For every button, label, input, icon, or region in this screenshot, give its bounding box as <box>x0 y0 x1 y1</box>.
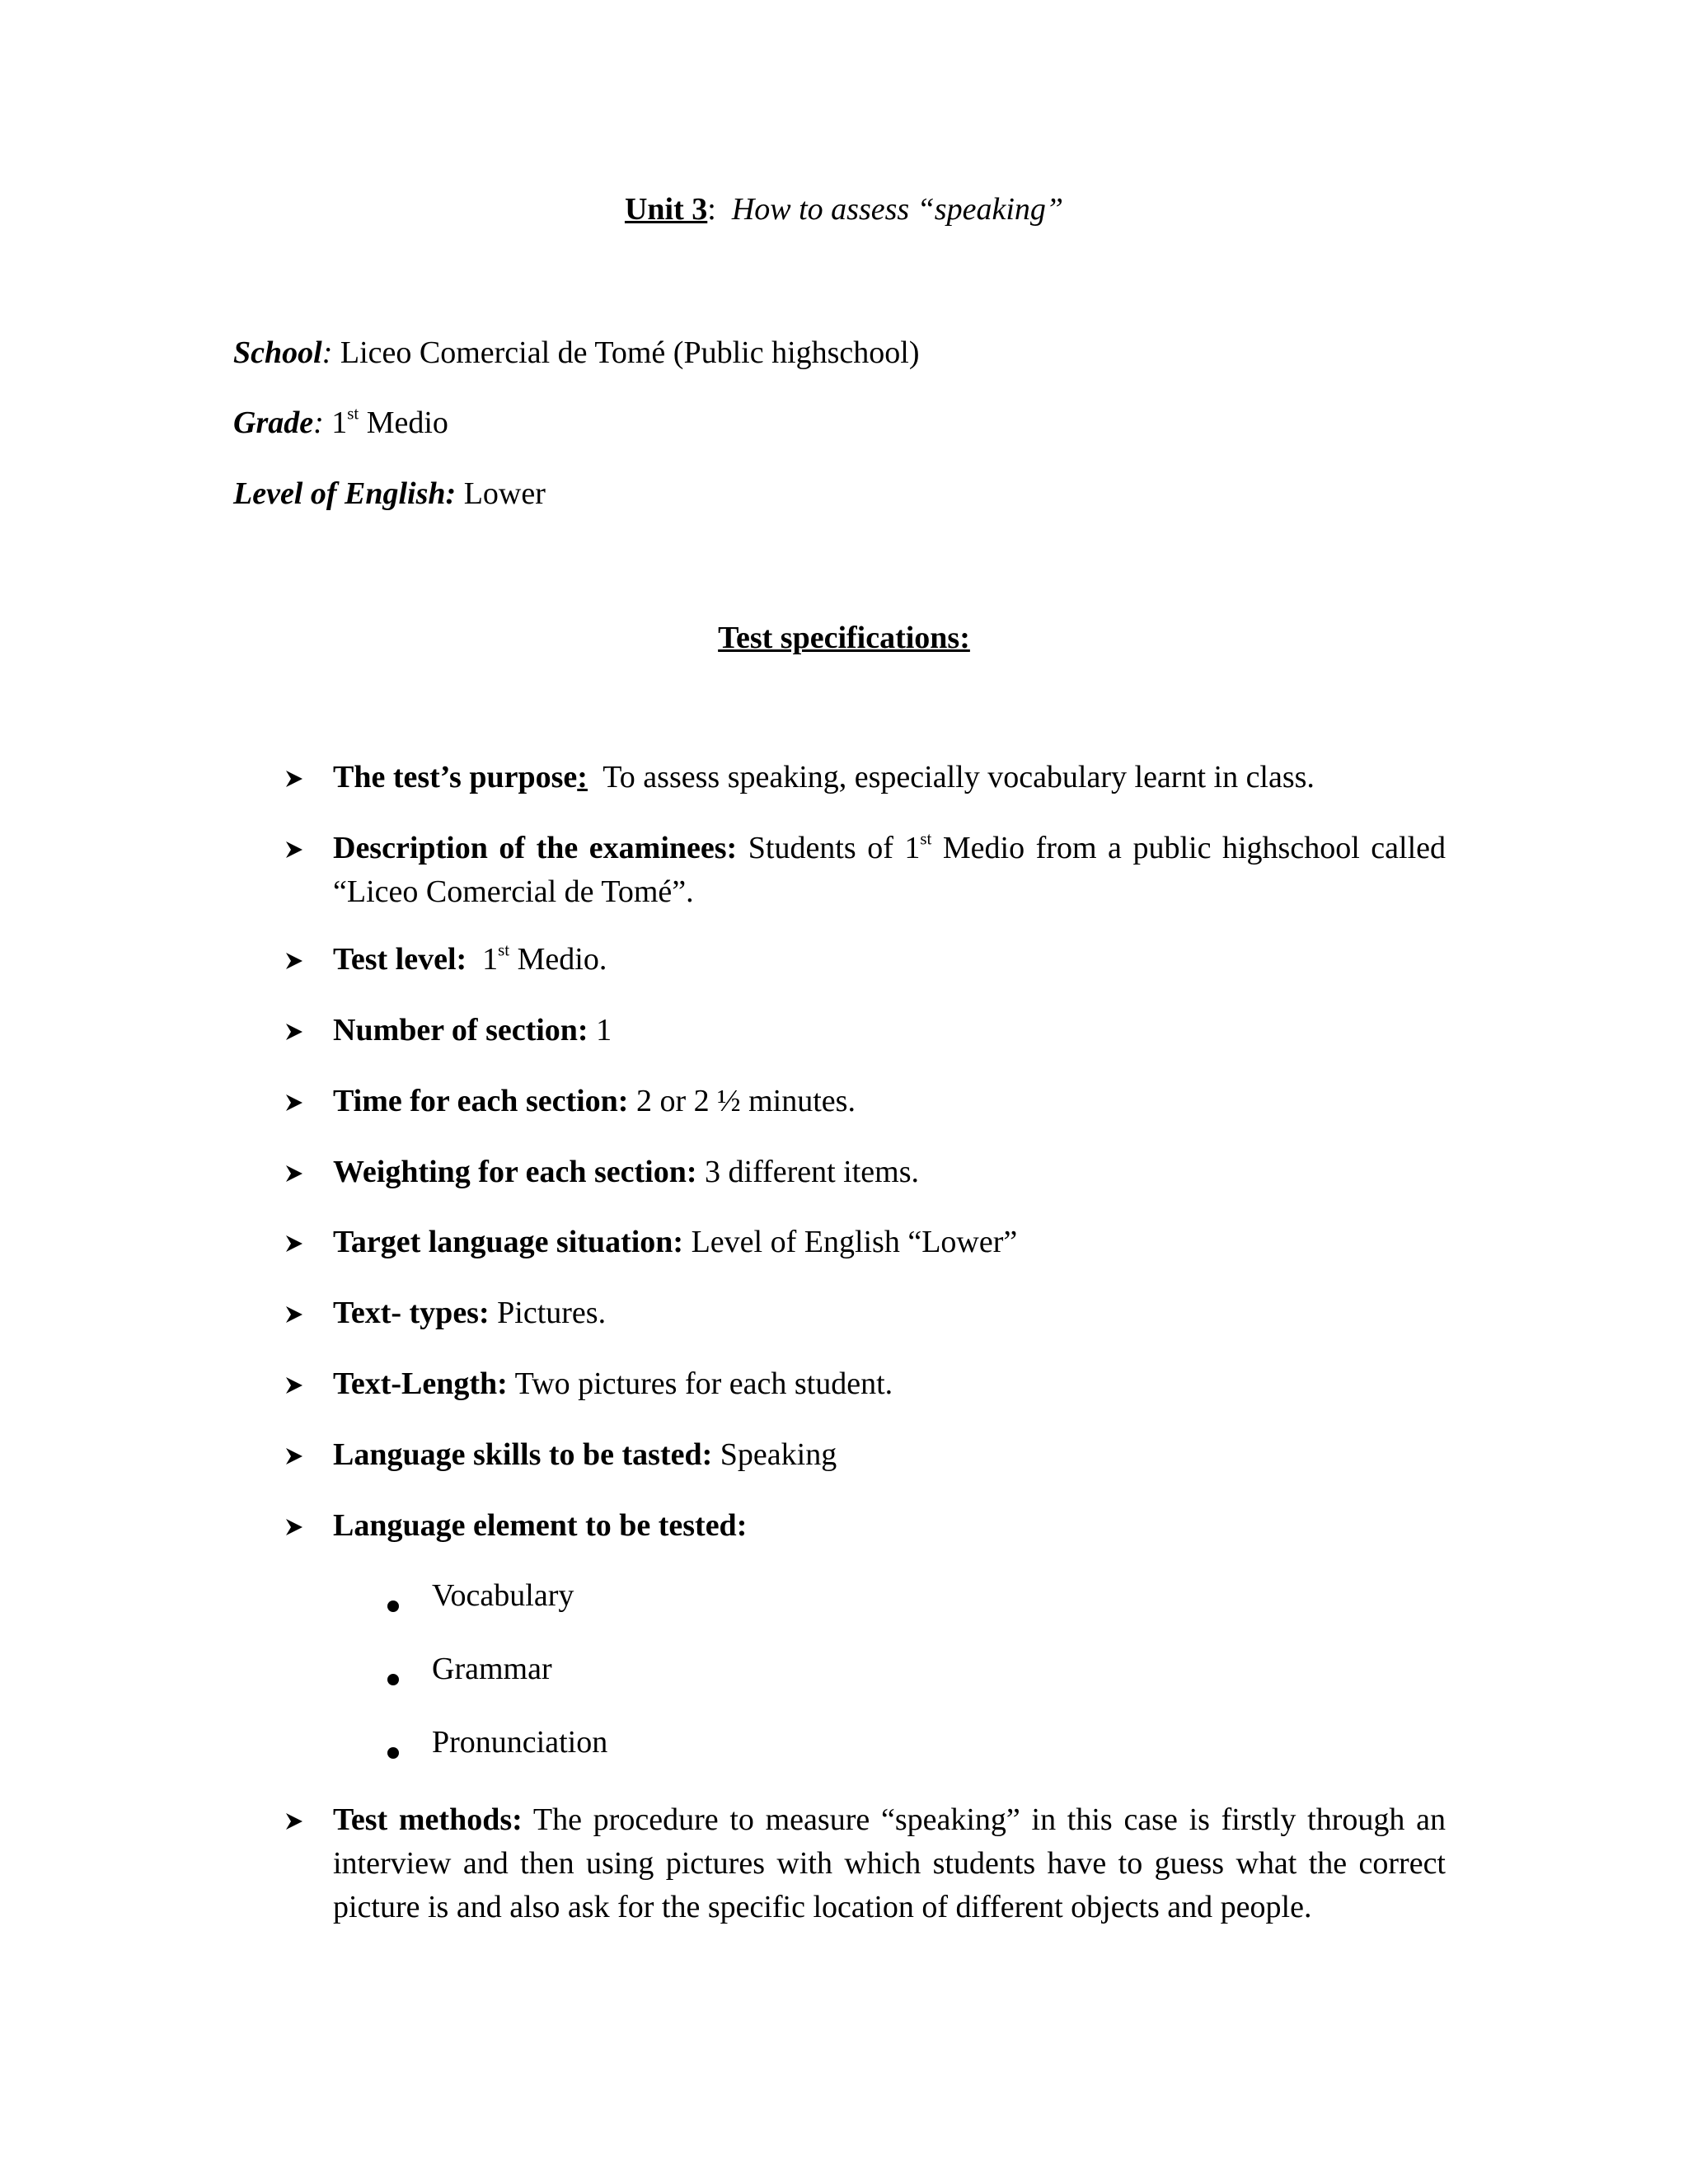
round-bullet-icon <box>387 1674 399 1685</box>
arrow-bullet-icon <box>284 1164 304 1183</box>
item-text-types <box>333 1291 1446 1335</box>
grade-value: Medio <box>366 405 448 440</box>
grade-colon: : <box>313 405 324 440</box>
arrow-bullet-icon <box>284 769 304 789</box>
round-bullet-icon <box>387 1601 399 1612</box>
arrow-bullet-icon <box>284 1234 304 1254</box>
item-number-of-section <box>333 1009 1446 1052</box>
arrow-bullet-icon <box>284 1517 304 1537</box>
grade-line <box>233 405 448 441</box>
weighting-value: 3 different items. <box>705 1155 919 1189</box>
element-item: Vocabulary <box>432 1578 574 1613</box>
test-level-label: Test level: <box>333 942 467 977</box>
examinees-value-pre: Students of 1 <box>748 831 921 865</box>
round-bullet-icon <box>387 1747 399 1759</box>
types-label: Text- types: <box>333 1296 490 1330</box>
element-label: Language element to be tested: <box>333 1508 748 1543</box>
arrow-bullet-icon <box>284 1305 304 1324</box>
examinees-value-post: Medio from a public highschool called “Liceo Comercial de Tomé”. <box>333 831 1447 909</box>
methods-label: Test methods: <box>333 1802 523 1837</box>
section-heading: Test specifications: <box>718 621 970 655</box>
weighting-label: Weighting for each section: <box>333 1155 697 1189</box>
grade-number: 1 <box>331 405 348 440</box>
test-level-sup: st <box>498 940 510 960</box>
level-line <box>233 476 546 512</box>
methods-value: The procedure to measure “speaking” in this case is firstly through an interview and then using pictures with which students have to guess what the correct picture is and also ask for the specific location of different objects and people. <box>333 1802 1446 1924</box>
skills-label: Language skills to be tasted: <box>333 1437 713 1472</box>
arrow-bullet-icon <box>284 1376 304 1395</box>
item-examinees <box>333 827 1446 914</box>
purpose-value: To assess speaking, especially vocabulary learnt in class. <box>603 760 1315 794</box>
item-test-level <box>333 938 1446 982</box>
examinees-label: Description of the examinees: <box>333 831 738 865</box>
arrow-bullet-icon <box>284 1811 304 1831</box>
item-time <box>333 1080 1446 1123</box>
time-label: Time for each section: <box>333 1084 629 1118</box>
purpose-colon: : <box>577 760 588 794</box>
types-value: Pictures. <box>497 1296 607 1330</box>
item-text-length <box>333 1362 1446 1406</box>
item-language-element <box>333 1504 1446 1548</box>
arrow-bullet-icon <box>284 840 304 860</box>
school-value: Liceo Comercial de Tomé (Public highschool) <box>340 335 920 370</box>
school-colon: : <box>321 335 333 370</box>
element-item: Pronunciation <box>432 1725 608 1760</box>
unit-subtitle: How to assess “speaking” <box>731 192 1064 227</box>
arrow-bullet-icon <box>284 1093 304 1113</box>
purpose-label: The test’s purpose <box>333 760 578 794</box>
page-title <box>0 191 1688 227</box>
sections-value: 1 <box>596 1013 612 1047</box>
target-label: Target language situation: <box>333 1225 684 1259</box>
item-language-skills <box>333 1433 1446 1477</box>
examinees-sup: st <box>920 828 932 849</box>
unit-label: Unit 3 <box>624 192 708 227</box>
length-value: Two pictures for each student. <box>514 1366 893 1401</box>
school-line <box>233 335 920 371</box>
arrow-bullet-icon <box>284 1446 304 1466</box>
item-purpose <box>333 756 1446 799</box>
sections-label: Number of section: <box>333 1013 588 1047</box>
level-value: Lower <box>463 476 546 511</box>
target-value: Level of English “Lower” <box>691 1225 1018 1259</box>
time-value: 2 or 2 ½ minutes. <box>635 1084 856 1118</box>
arrow-bullet-icon <box>284 951 304 971</box>
school-label: School <box>233 335 322 370</box>
skills-value: Speaking <box>720 1437 837 1472</box>
test-level-number: 1 <box>482 942 499 977</box>
item-target-language <box>333 1221 1446 1264</box>
title-separator: : <box>707 192 716 227</box>
arrow-bullet-icon <box>284 1022 304 1042</box>
test-level-value: Medio. <box>517 942 607 977</box>
grade-label: Grade <box>233 405 314 440</box>
item-test-methods <box>333 1798 1446 1929</box>
length-label: Text-Length: <box>333 1366 508 1401</box>
level-label: Level of English: <box>233 476 457 511</box>
item-weighting <box>333 1151 1446 1194</box>
element-item: Grammar <box>432 1652 552 1686</box>
grade-sup: st <box>347 403 359 424</box>
